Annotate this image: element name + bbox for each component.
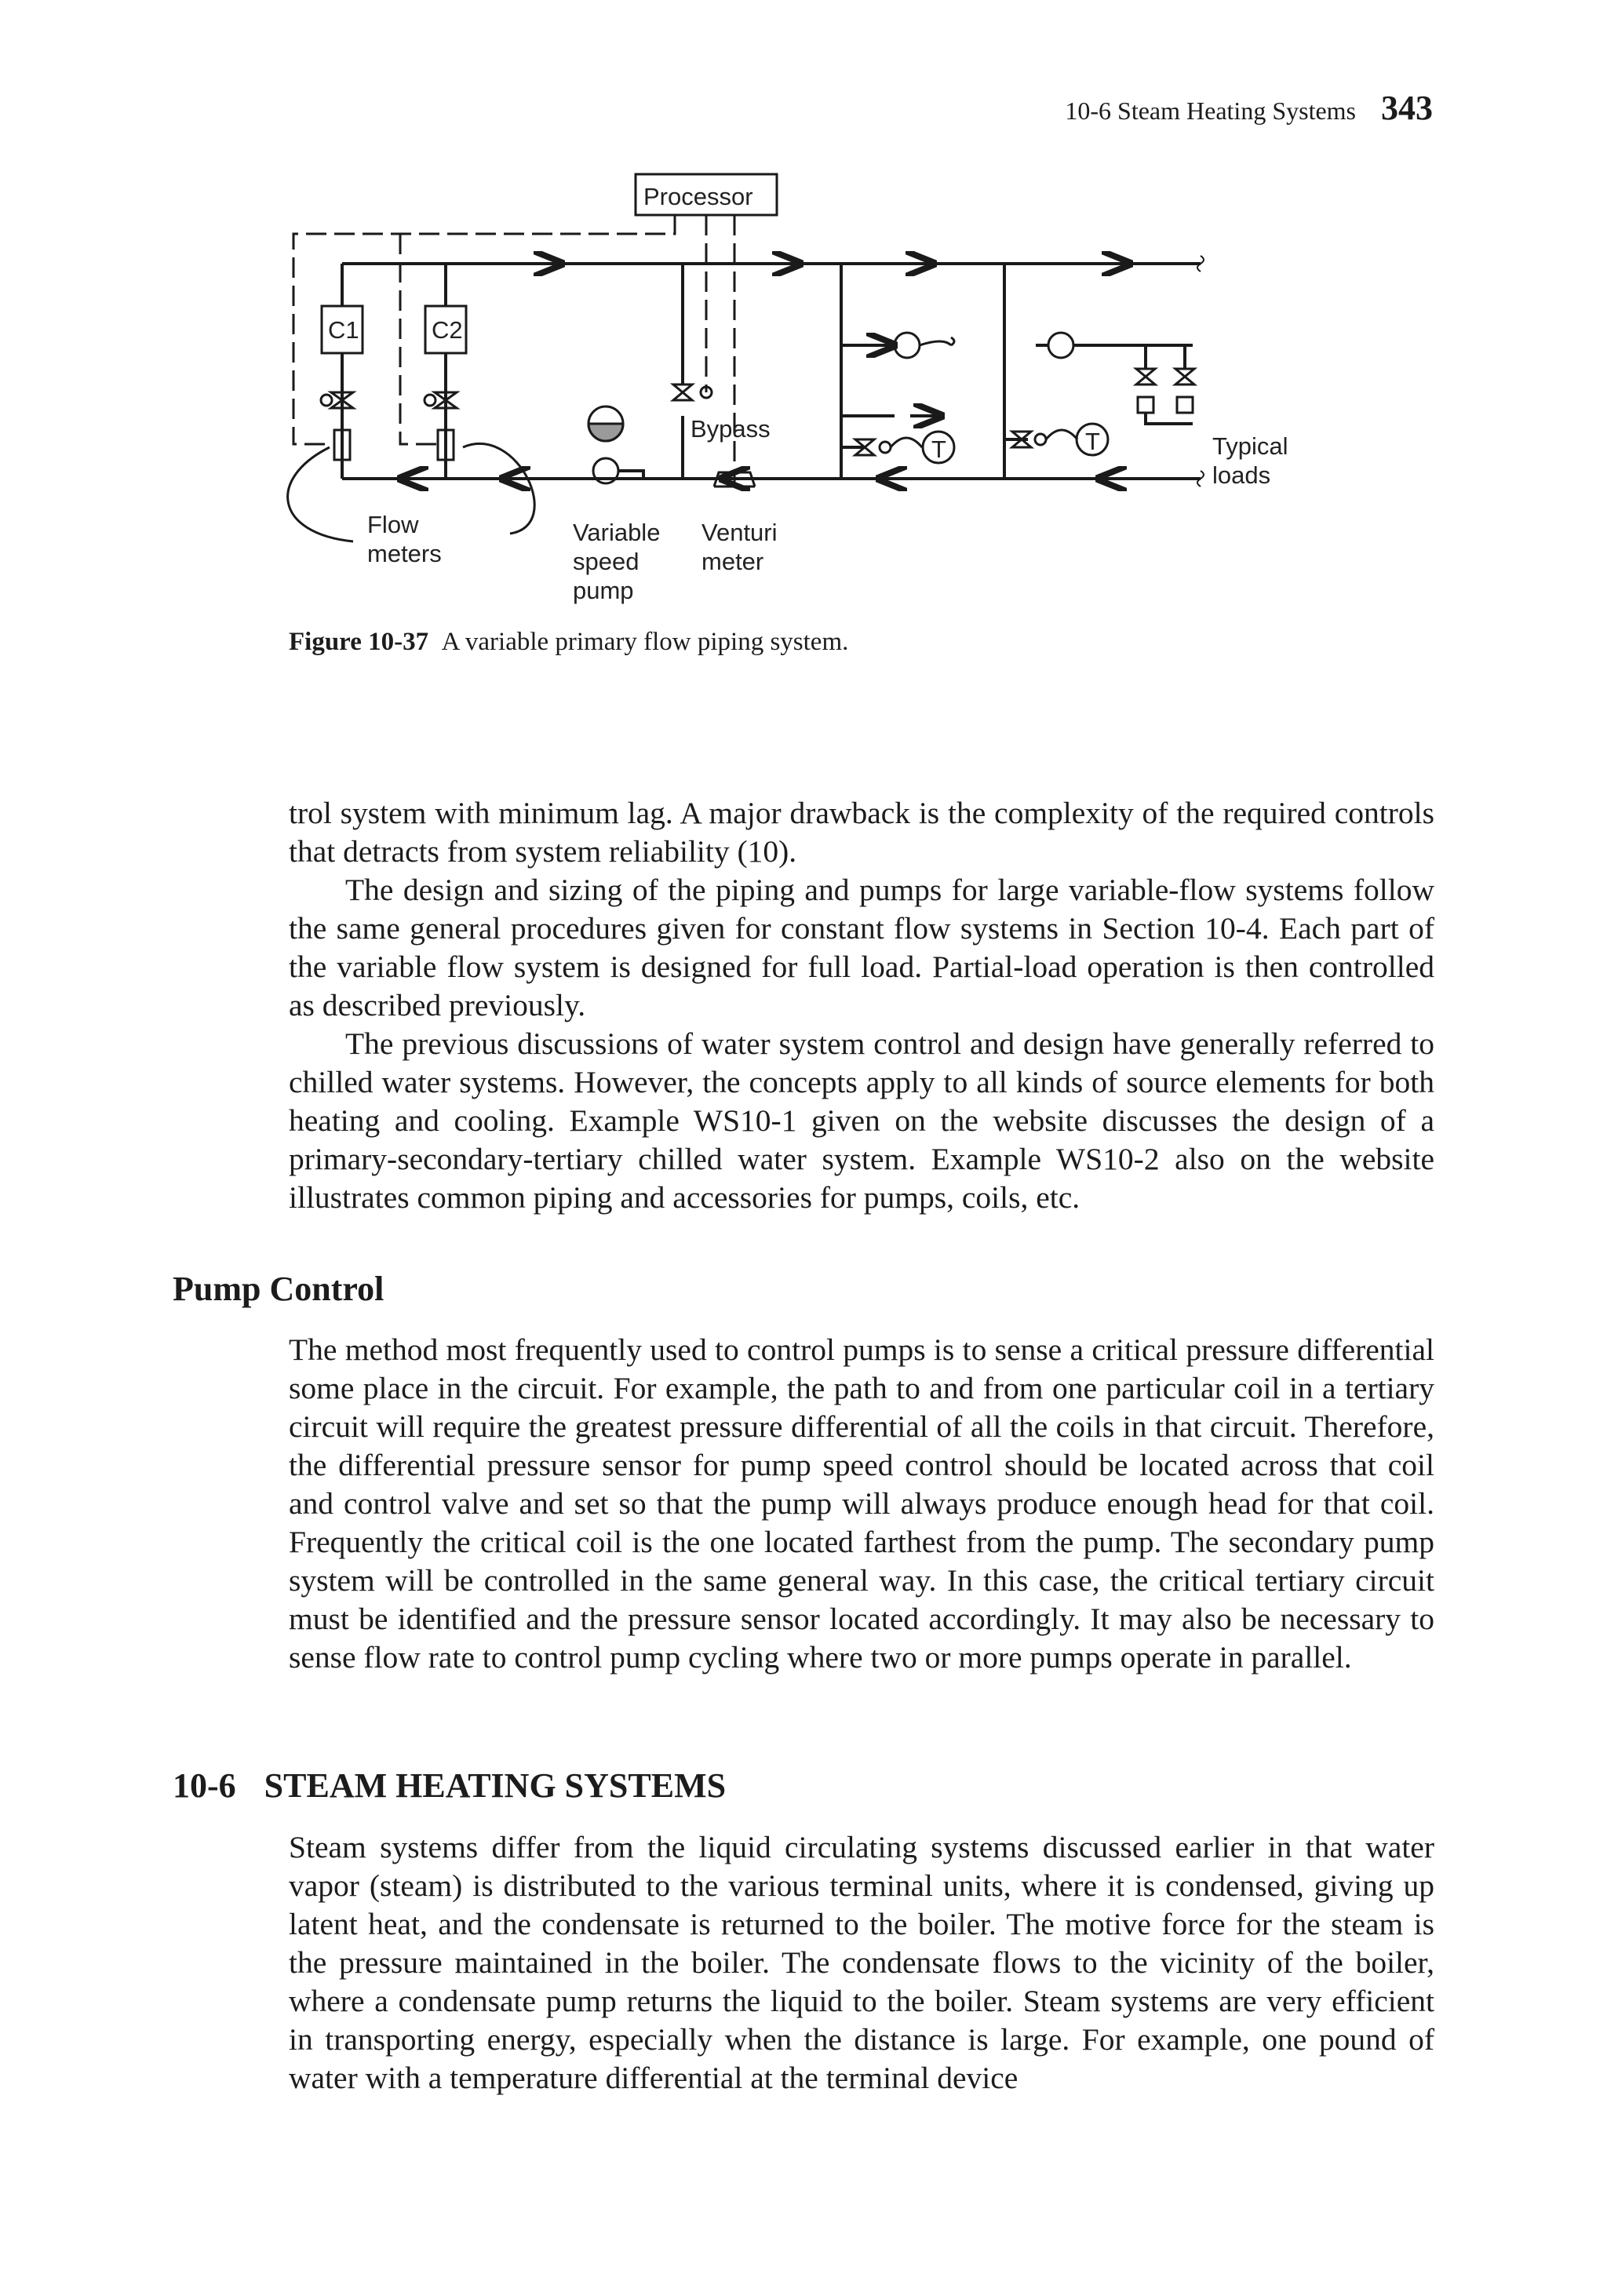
figure-caption [289,628,848,657]
chiller-c2 [425,264,466,479]
section-number: 10-6 [173,1766,236,1805]
section-title: STEAM HEATING SYSTEMS [264,1766,727,1805]
paragraph-4: The method most frequently used to control pumps is to sense a critical pressure differential some place in the circuit. For example, the path to and from one particular coil in a tertiary circuit will require the greatest pressure differential of all the coils in that circuit. Therefore, the differential pressure sensor for pump speed control should be located across that coil and control valve and set so that the pump will always produce enough head for that coil. Frequently the critical coil is the one located farthest from the pump. The secondary pump system will be controlled in the same general way. In this case, the critical tertiary circuit must be identified and the pressure sensor located accordingly. It may also be necessary to sense flow rate to control pump cycling where two or more pumps operate in parallel. [289,1332,1434,1675]
paragraph-2: The design and sizing of the piping and pumps for large variable-flow systems follow the same general procedures given for constant flow systems in Section 10-4. Each part of the variable flow system is designed for full load. Partial-load operation is then controlled as described previously. [289,873,1434,1022]
pump-control-heading: Pump Control [173,1270,384,1308]
figure-caption-label: Figure 10-37 [289,628,429,656]
chiller-c1-label: C1 [328,316,359,344]
control-signal-lines [293,215,734,487]
pump-label: Variable speed pump [573,519,661,604]
paragraph-3: The previous discussions of water system control and design have generally referred to chilled water systems. However, the concepts apply to all kinds of source elements for both heating and cooling. Example WS10-1 given on the website discusses the design of a primary-secondary-tertiary chilled water system. Example WS10-2 also on the website illustrates common piping and accessories for pumps, coils, etc. [289,1026,1434,1215]
bypass-label: Bypass [691,415,771,443]
running-head [1065,88,1433,128]
page-number: 343 [1381,89,1433,127]
typical-loads-label: Typical loads [1212,432,1288,489]
temp-sensor-label-2: T [1085,428,1100,455]
venturi-label: Venturi meter [701,519,778,575]
section-heading [173,1766,726,1806]
chiller-c2-label: C2 [432,316,463,344]
processor-label: Processor [643,183,753,210]
paragraph-5: Steam systems differ from the liquid circulating systems discussed earlier in that water vapor (steam) is distributed to the various terminal units, where it is condensed, giving up latent heat, and the condensate is returned to the boiler. The motive force for the steam is the pressure maintained in the boiler. The condensate flows to the vicinity of the boiler, where a condensate pump returns the liquid to the boiler. Steam systems are very efficient in transporting energy, especially when the distance is large. For example, one pound of water with a temperature differential at the terminal device [289,1830,1434,2095]
paragraph-1: trol system with minimum lag. A major drawback is the complexity of the required controls that detracts from system reliability (10). [289,796,1434,869]
temp-sensor-label-1: T [931,436,946,463]
chiller-c1 [321,264,363,479]
variable-speed-pump [589,406,643,483]
running-head-section: 10-6 Steam Heating Systems [1065,97,1356,125]
flow-meters-label: Flow meters [367,511,442,567]
piping-diagram [282,165,1303,620]
figure-caption-text: A variable primary flow piping system. [441,628,849,656]
